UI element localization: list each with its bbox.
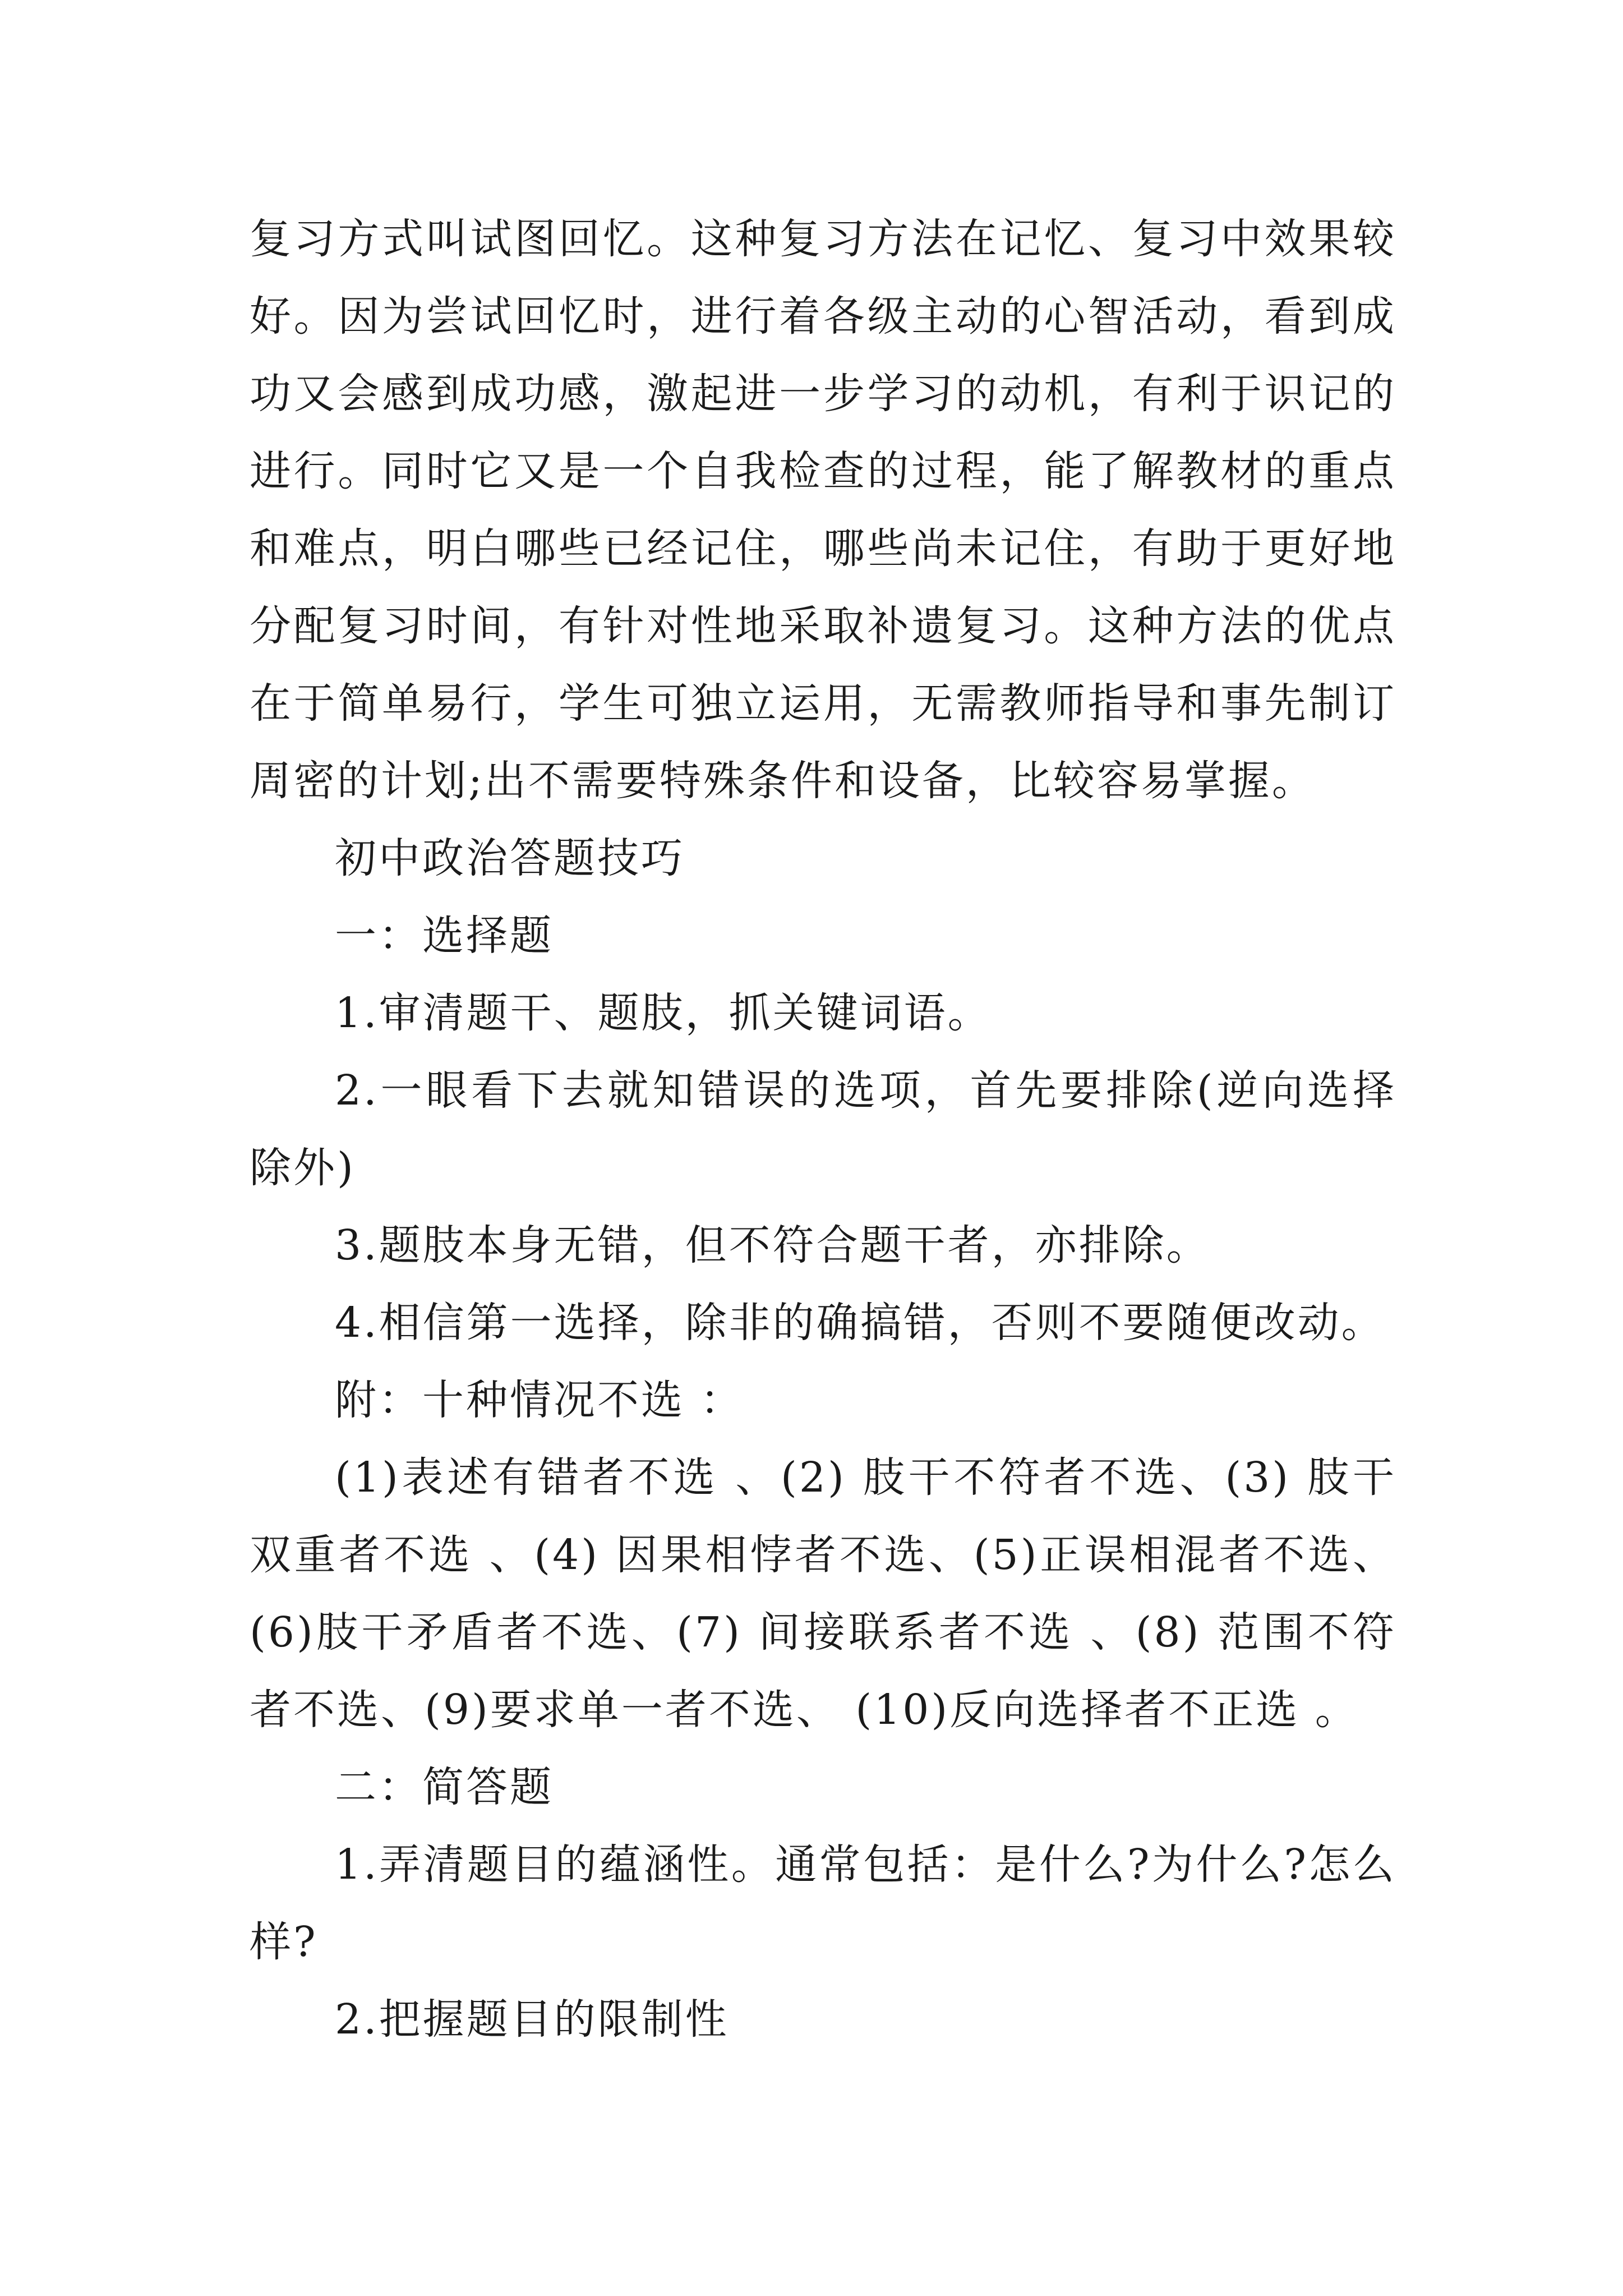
appendix-heading: 附：十种情况不选 ： [335, 1376, 744, 1424]
list-item-4: 4.相信第一选择，除非的确搞错，否则不要随便改动。 [335, 1299, 1385, 1347]
section-heading-answer-tips: 初中政治答题技巧 [335, 834, 685, 882]
list-item-2: 2.一眼看下去就知错误的选项，首先要排除(逆向选择除外) [250, 1066, 1396, 1192]
list-item-1: 1.审清题干、题肢，抓关键词语。 [335, 989, 992, 1037]
paragraph-review-method: 复习方式叫试图回忆。这种复习方法在记忆、复习中效果较好。因为尝试回忆时，进行着各级主动的心智活动，看到成功又会感到成功感，激起进一步学习的动机，有利于识记的进行。同时它又是一个自我检查的过程，能了解教材的重点和难点，明白哪些已经记住，哪些尚未记住，有助于更好地分配复习时间，有针对性地采取补遗复习。这种方法的优点在于简单易行，学生可独立运用，无需教师指导和事先制订周密的计划;出不需要特殊条件和设备，比较容易掌握。 [250, 215, 1396, 805]
subheading-multiple-choice: 一：选择题 [335, 912, 554, 960]
list-item-short-1: 1.弄清题目的蕴涵性。通常包括：是什么?为什么?怎么样? [250, 1841, 1396, 1966]
list-item-short-2: 2.把握题目的限制性 [335, 1995, 729, 2044]
list-item-3: 3.题肢本身无错，但不符合题干者，亦排除。 [335, 1221, 1210, 1269]
ten-cases-paragraph: (1)表述有错者不选 、(2) 肢干不符者不选、(3) 肢干双重者不选 、(4) 因果相悖者不选、(5)正误相混者不选、(6)肢干矛盾者不选、(7) 间接联系者不选 、(8) 范围不符者不选、(9)要求单一者不选、 (10)反向选择者不正选 。 [250, 1453, 1396, 1734]
document-body [250, 200, 1396, 2058]
subheading-short-answer: 二：简答题 [335, 1763, 554, 1811]
